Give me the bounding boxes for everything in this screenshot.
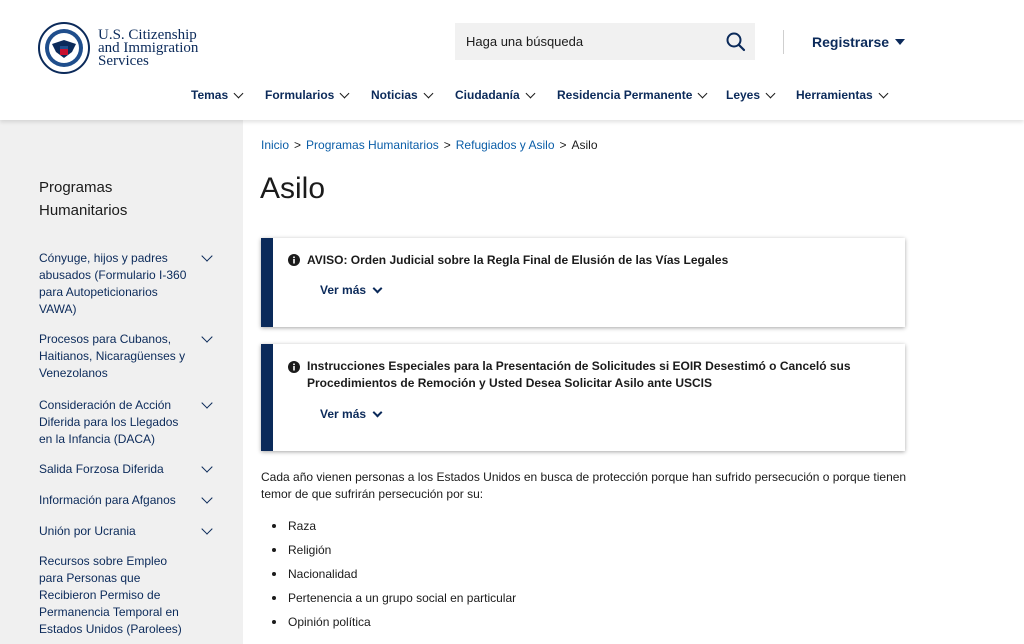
list-item: Pertenencia a un grupo social en particular [272, 586, 516, 610]
chevron-down-icon [373, 407, 383, 417]
breadcrumb-inicio[interactable]: Inicio [261, 138, 290, 152]
sidebar-item-label: Consideración de Acción Diferida para los Llegados en la Infancia (DACA) [39, 398, 179, 446]
breadcrumb-separator: > [443, 138, 451, 152]
caret-down-icon [895, 39, 905, 45]
nav-label: Ciudadanía [455, 88, 520, 102]
site-header [0, 0, 1024, 120]
show-more-button[interactable] [320, 283, 381, 297]
show-more-label: Ver más [320, 283, 367, 297]
nav-temas[interactable] [191, 88, 242, 102]
intro-paragraph: Cada año vienen personas a los Estados Unidos en busca de protección porque han sufrido persecución o porque tienen temor de que sufrirán persecución por su: [261, 470, 907, 501]
main-nav [0, 88, 1024, 108]
sidebar-item-parolees[interactable] [39, 553, 224, 638]
sidebar-item-afganos[interactable] [39, 492, 224, 509]
breadcrumb-refugiados-asilo[interactable]: Refugiados y Asilo [455, 138, 555, 152]
list-item: Religión [272, 538, 516, 562]
search-box [455, 23, 755, 60]
chevron-down-icon [234, 88, 244, 98]
nav-leyes[interactable] [726, 88, 774, 102]
search-input[interactable] [455, 34, 715, 49]
nav-noticias[interactable] [371, 88, 432, 102]
show-more-label: Ver más [320, 407, 367, 421]
breadcrumb [261, 138, 598, 152]
list-item: Nacionalidad [272, 562, 516, 586]
nav-label: Formularios [265, 88, 335, 102]
info-icon [288, 361, 300, 373]
sidebar-item-daca[interactable] [39, 397, 224, 448]
chevron-down-icon [698, 88, 708, 98]
chevron-down-icon[interactable] [201, 461, 212, 472]
chevron-down-icon [525, 88, 535, 98]
chevron-down-icon [766, 88, 776, 98]
chevron-down-icon [373, 283, 383, 293]
nav-label: Noticias [371, 88, 418, 102]
alert-notice-court-order [261, 238, 905, 327]
search-icon[interactable] [725, 31, 747, 53]
sidebar-item-ucrania[interactable] [39, 523, 224, 540]
register-label: Registrarse [812, 34, 890, 50]
sidebar-title: Programas Humanitarios [39, 179, 128, 219]
list-item: Raza [272, 514, 516, 538]
nav-residencia-permanente[interactable] [557, 88, 706, 102]
breadcrumb-separator: > [559, 138, 567, 152]
dhs-seal-icon [38, 22, 90, 74]
sidebar-item-chnv[interactable] [39, 331, 224, 382]
logo-text [98, 26, 199, 69]
sidebar-item-label: Recursos sobre Empleo para Personas que Recibieron Permiso de Permanencia Temporal en Estados Unidos (Parolees) [39, 554, 182, 636]
sidebar-item-vawa[interactable] [39, 250, 224, 318]
nav-label: Residencia Permanente [557, 88, 693, 102]
nav-label: Temas [191, 88, 229, 102]
sidebar-item-label: Procesos para Cubanos, Haitianos, Nicaragüenses y Venezolanos [39, 332, 186, 380]
alert-heading: Instrucciones Especiales para la Presentación de Solicitudes si EOIR Desestimó o Canceló sus Procedimientos de Remoción y Usted Desea Solicitar Asilo ante USCIS [307, 359, 851, 390]
info-icon [288, 254, 300, 266]
nav-label: Herramientas [796, 88, 873, 102]
register-button[interactable] [812, 34, 905, 50]
logo-line-1: U.S. Citizenship [98, 26, 197, 43]
breadcrumb-separator: > [294, 138, 302, 152]
uscis-logo[interactable] [38, 22, 198, 74]
list-item: Opinión política [272, 610, 516, 634]
nav-formularios[interactable] [265, 88, 348, 102]
show-more-button[interactable] [320, 407, 381, 421]
sidebar-item-label: Cónyuge, hijos y padres abusados (Formulario I-360 para Autopeticionarios VAWA) [39, 251, 187, 316]
nav-herramientas[interactable] [796, 88, 887, 102]
sidebar-item-label: Información para Afganos [39, 493, 176, 507]
chevron-down-icon [340, 88, 350, 98]
chevron-down-icon[interactable] [201, 250, 212, 261]
header-divider [783, 30, 784, 54]
sidebar-item-label: Unión por Ucrania [39, 524, 136, 538]
page-title: Asilo [260, 172, 326, 205]
chevron-down-icon[interactable] [201, 523, 212, 534]
persecution-grounds-list [272, 514, 516, 634]
logo-line-2: and Immigration [98, 39, 199, 56]
chevron-down-icon [878, 88, 888, 98]
nav-label: Leyes [726, 88, 761, 102]
sidebar-item-ded[interactable] [39, 461, 224, 478]
alert-heading: AVISO: Orden Judicial sobre la Regla Final de Elusión de las Vías Legales [307, 253, 729, 267]
sidebar [0, 120, 243, 644]
nav-ciudadania[interactable] [455, 88, 534, 102]
breadcrumb-current: Asilo [571, 138, 598, 152]
chevron-down-icon [423, 88, 433, 98]
chevron-down-icon[interactable] [201, 331, 212, 342]
logo-line-3: Services [98, 52, 149, 69]
breadcrumb-programas-humanitarios[interactable]: Programas Humanitarios [306, 138, 439, 152]
chevron-down-icon[interactable] [201, 397, 212, 408]
sidebar-item-label: Salida Forzosa Diferida [39, 462, 164, 476]
alert-special-instructions [261, 344, 905, 451]
